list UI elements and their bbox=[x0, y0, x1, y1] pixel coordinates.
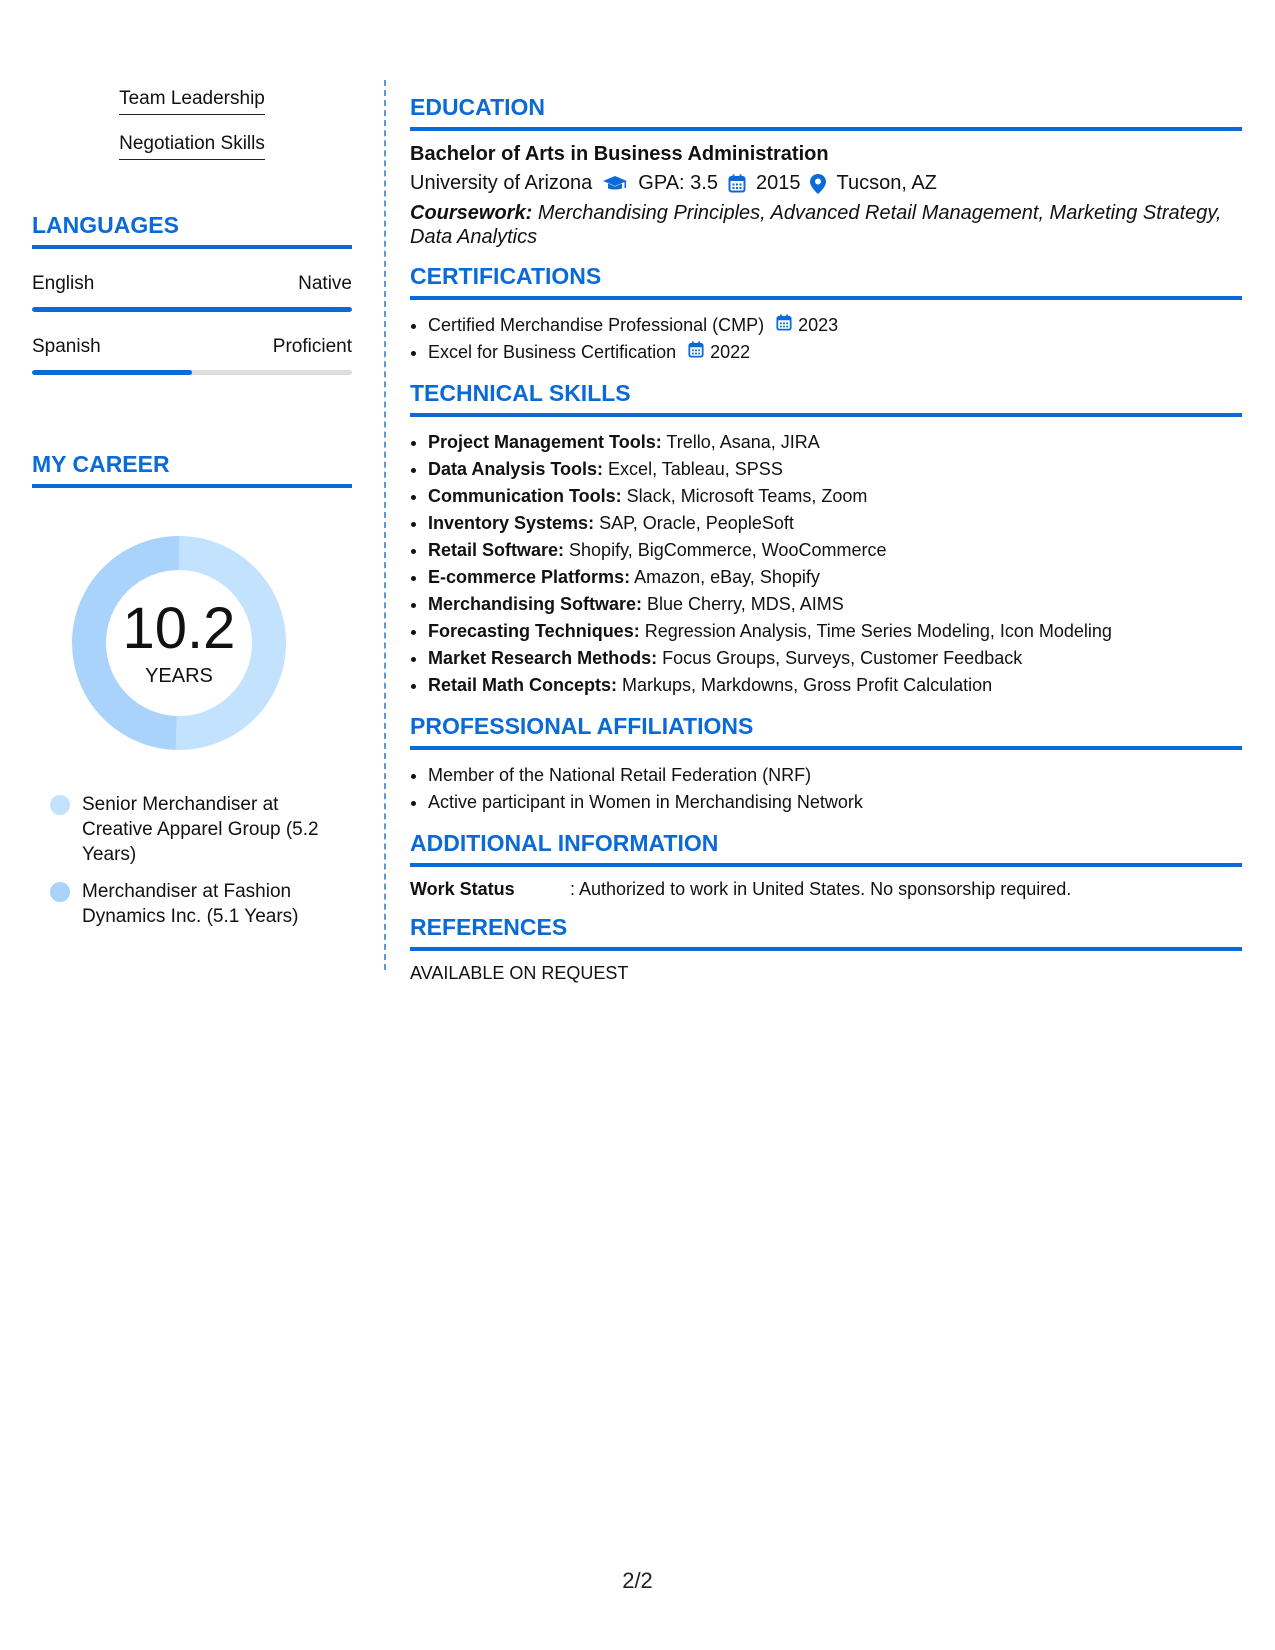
calendar-icon bbox=[728, 174, 746, 193]
list-item bbox=[428, 312, 1242, 339]
skill-value: Regression Analysis, Time Series Modeling, Icon Modeling bbox=[639, 621, 1112, 641]
language-name: Spanish bbox=[32, 336, 101, 357]
certification-year: 2022 bbox=[710, 342, 751, 362]
coursework bbox=[410, 201, 1242, 249]
education-section bbox=[410, 94, 1242, 249]
list-item bbox=[428, 672, 1242, 699]
work-status-value: : Authorized to work in United States. No sponsorship required. bbox=[570, 879, 1072, 899]
calendar-icon bbox=[688, 339, 704, 366]
skill-value: Focus Groups, Surveys, Customer Feedback bbox=[657, 648, 1023, 668]
skill-value: Slack, Microsoft Teams, Zoom bbox=[621, 486, 868, 506]
affiliations-heading: PROFESSIONAL AFFILIATIONS bbox=[410, 713, 1242, 750]
affiliations-list bbox=[410, 762, 1242, 816]
list-item: • Active participant in Women in Merchandising Network bbox=[428, 789, 1242, 816]
technical-skills-heading: TECHNICAL SKILLS bbox=[410, 380, 1242, 417]
additional-info-heading: ADDITIONAL INFORMATION bbox=[410, 830, 1242, 867]
certifications-list bbox=[410, 312, 1242, 366]
skill-value: Trello, Asana, JIRA bbox=[661, 432, 820, 452]
column-divider bbox=[384, 80, 386, 970]
language-level: Native bbox=[298, 273, 352, 294]
skill-label: Data Analysis Tools: bbox=[428, 459, 604, 479]
skill-label: Inventory Systems: bbox=[428, 513, 595, 533]
skill-value: Markups, Markdowns, Gross Profit Calculation bbox=[617, 675, 993, 695]
career-legend-label: Merchandiser at Fashion Dynamics Inc. (5.1 Years) bbox=[82, 881, 299, 927]
skill-value: Blue Cherry, MDS, AIMS bbox=[642, 594, 844, 614]
skill-tags bbox=[32, 88, 352, 160]
left-column bbox=[32, 80, 352, 941]
skill-value: Shopify, BigCommerce, WooCommerce bbox=[564, 540, 887, 560]
language-bar-fill bbox=[32, 370, 192, 375]
list-item bbox=[428, 429, 1242, 456]
skill-label: Project Management Tools: bbox=[428, 432, 662, 452]
career-legend-item bbox=[50, 792, 330, 867]
coursework-list: Merchandising Principles, Advanced Retail Management, Marketing Strategy, Data Analytics bbox=[410, 202, 1222, 248]
references-section bbox=[410, 914, 1242, 984]
certifications-section bbox=[410, 263, 1242, 366]
career-unit: YEARS bbox=[145, 664, 213, 687]
school-location: Tucson, AZ bbox=[836, 172, 937, 194]
page-number: 2/2 bbox=[622, 1568, 653, 1593]
location-pin-icon bbox=[810, 174, 826, 194]
degree-title: Bachelor of Arts in Business Administration bbox=[410, 143, 829, 165]
language-name: English bbox=[32, 273, 95, 294]
career-section bbox=[32, 451, 352, 929]
work-status-label: Work Status bbox=[410, 879, 515, 899]
skill-tag: Negotiation Skills bbox=[119, 133, 265, 160]
certifications-heading: CERTIFICATIONS bbox=[410, 263, 1242, 300]
right-column bbox=[410, 94, 1242, 998]
skill-label: Forecasting Techniques: bbox=[428, 621, 640, 641]
gpa: GPA: 3.5 bbox=[638, 172, 718, 194]
skill-label: Merchandising Software: bbox=[428, 594, 643, 614]
skill-value: Amazon, eBay, Shopify bbox=[630, 567, 820, 587]
languages-section bbox=[32, 212, 352, 375]
graduation-cap-icon bbox=[602, 175, 628, 193]
calendar-icon bbox=[776, 312, 792, 339]
education-details bbox=[410, 172, 1242, 195]
coursework-label: Coursework: bbox=[410, 202, 533, 224]
language-item bbox=[32, 336, 352, 375]
affiliations-section bbox=[410, 713, 1242, 816]
certification-name: • Certified Merchandise Professional (CMP) bbox=[428, 315, 765, 335]
list-item bbox=[428, 456, 1242, 483]
list-item bbox=[428, 510, 1242, 537]
skill-label: Communication Tools: bbox=[428, 486, 622, 506]
legend-dot-icon bbox=[50, 795, 70, 815]
references-text: AVAILABLE ON REQUEST bbox=[410, 963, 629, 983]
career-heading: MY CAREER bbox=[32, 451, 352, 488]
school-name: University of Arizona bbox=[410, 172, 593, 194]
graduation-year: 2015 bbox=[755, 172, 801, 194]
career-legend bbox=[50, 792, 330, 929]
career-donut-chart bbox=[64, 528, 294, 758]
language-bar-fill bbox=[32, 307, 352, 312]
language-item bbox=[32, 273, 352, 312]
language-bar bbox=[32, 370, 352, 375]
skill-label: Retail Software: bbox=[428, 540, 565, 560]
legend-dot-icon bbox=[50, 882, 70, 902]
list-item bbox=[428, 564, 1242, 591]
skill-value: Excel, Tableau, SPSS bbox=[603, 459, 783, 479]
list-item bbox=[428, 591, 1242, 618]
language-bar bbox=[32, 307, 352, 312]
list-item bbox=[428, 618, 1242, 645]
work-status-row bbox=[410, 879, 1242, 900]
career-legend-item bbox=[50, 879, 330, 929]
references-heading: REFERENCES bbox=[410, 914, 1242, 951]
list-item bbox=[428, 645, 1242, 672]
language-level: Proficient bbox=[272, 336, 352, 357]
skill-tag: Team Leadership bbox=[119, 88, 265, 115]
list-item bbox=[428, 537, 1242, 564]
technical-skills-list bbox=[410, 429, 1242, 699]
career-legend-label: Senior Merchandiser at Creative Apparel Group (5.2 Years) bbox=[82, 794, 319, 865]
certification-year: 2023 bbox=[798, 315, 839, 335]
skill-label: Retail Math Concepts: bbox=[428, 675, 618, 695]
career-total: 10.2 bbox=[122, 595, 236, 661]
list-item: • Member of the National Retail Federation (NRF) bbox=[428, 762, 1242, 789]
skill-label: E-commerce Platforms: bbox=[428, 567, 631, 587]
additional-info-section bbox=[410, 830, 1242, 900]
languages-heading: LANGUAGES bbox=[32, 212, 352, 249]
skill-value: SAP, Oracle, PeopleSoft bbox=[594, 513, 794, 533]
list-item bbox=[428, 339, 1242, 366]
certification-name: • Excel for Business Certification bbox=[428, 342, 677, 362]
technical-skills-section bbox=[410, 380, 1242, 699]
education-heading: EDUCATION bbox=[410, 94, 1242, 131]
list-item bbox=[428, 483, 1242, 510]
skill-label: Market Research Methods: bbox=[428, 648, 658, 668]
